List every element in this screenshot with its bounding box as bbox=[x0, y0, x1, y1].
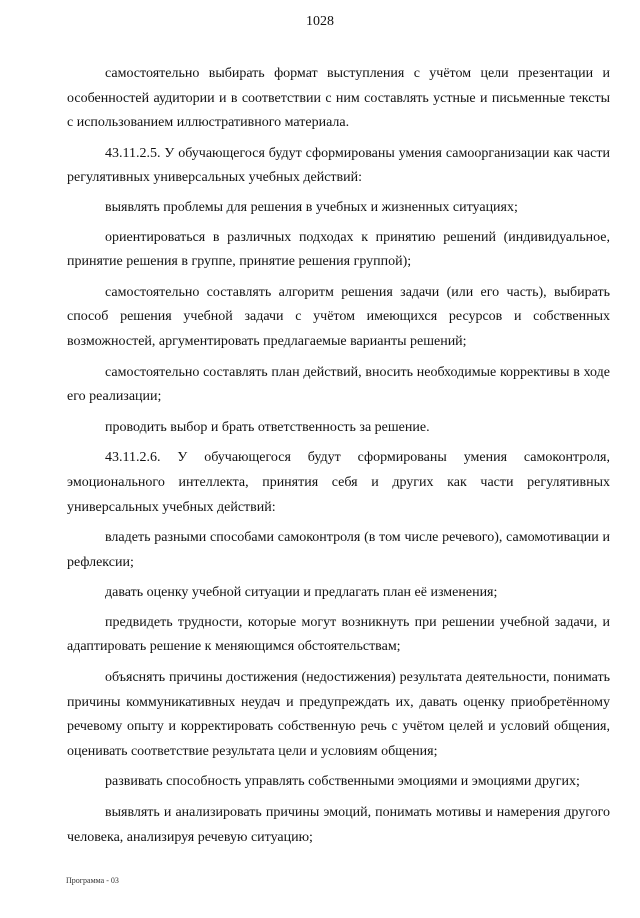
document-body bbox=[67, 62, 610, 856]
paragraph-algorithm: самостоятельно составлять алгоритм решения задачи (или его часть), выбирать способ решения учебной задачи с учётом имеющихся ресурсов и собственных возможностей, аргументировать предлагаемые варианты решений; bbox=[67, 284, 610, 349]
paragraph-identify-problems: выявлять проблемы для решения в учебных и жизненных ситуациях; bbox=[105, 199, 518, 215]
paragraph-self-organization-heading: 43.11.2.5. У обучающегося будут сформированы умения самоорганизации как части регулятивных универсальных учебных действий: bbox=[67, 145, 610, 186]
paragraph-self-control-methods: владеть разными способами самоконтроля (в том числе речевого), самомотивации и рефлексии; bbox=[67, 530, 610, 570]
paragraph-action-plan: самостоятельно составлять план действий, вносить необходимые коррективы в ходе его реализации; bbox=[67, 364, 610, 405]
paragraph-responsibility: проводить выбор и брать ответственность за решение. bbox=[105, 419, 430, 435]
paragraph-presentation-format: самостоятельно выбирать формат выступления с учётом цели презентации и особенностей аудитории и в соответствии с ним составлять устные и письменные тексты с использованием иллюстративного материала. bbox=[67, 66, 610, 131]
paragraph-anticipate-difficulties: предвидеть трудности, которые могут возникнуть при решении учебной задачи, и адаптировать решение к меняющимся обстоятельствам; bbox=[67, 614, 610, 655]
paragraph-analyze-emotions: выявлять и анализировать причины эмоций, понимать мотивы и намерения другого человека, анализируя речевую ситуацию; bbox=[67, 805, 610, 845]
paragraph-evaluate-situation: давать оценку учебной ситуации и предлагать план её изменения; bbox=[105, 585, 498, 601]
page-number: 1028 bbox=[306, 14, 334, 29]
paragraph-self-control-heading: 43.11.2.6. У обучающегося будут сформированы умения самоконтроля, эмоционального интеллекта, принятия себя и других как части регулятивных универсальных учебных действий: bbox=[67, 450, 610, 515]
paragraph-manage-emotions: развивать способность управлять собственными эмоциями и эмоциями других; bbox=[105, 774, 580, 790]
paragraph-decision-approaches: ориентироваться в различных подходах к принятию решений (индивидуальное, принятие решения в группе, принятие решения группой); bbox=[67, 229, 610, 270]
paragraph-explain-reasons: объяснять причины достижения (недостижения) результата деятельности, понимать причины коммуникативных неудач и предупреждать их, давать оценку приобретённому речевому опыту и корректировать собственную речь с учётом целей и условий общения, оценивать соответствие результата цели и условиям общения; bbox=[67, 670, 610, 759]
footer-program-label: Программа - 03 bbox=[66, 876, 119, 885]
